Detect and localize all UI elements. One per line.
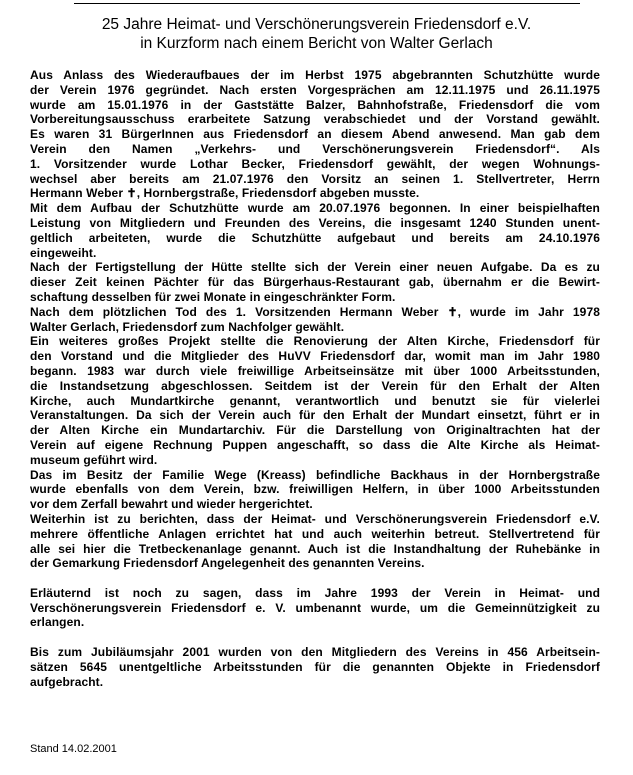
text-line: Leistung von Mitgliedern und Freunden des Vereins, die insgesamt 1240 Stunden unent- — [30, 215, 600, 230]
text-line: die Instandsetzung abgeschlossen. Seitdem ist der Verein für den Erhalt der Alten — [30, 378, 600, 393]
text-line: Verschönerungsverein Friedensdorf e. V. umbenannt wurde, um die Gemeinnützigkeit zu — [30, 600, 600, 615]
text-line: museum geführt wird. — [30, 452, 158, 467]
text-line: 1. Vorsitzender wurde Lothar Becker, Friedensdorf gewählt, der wegen Wohnungs- — [30, 156, 600, 171]
text-line: dieser Zeit keinen Pächter für das Bürgerhaus-Restaurant gab, übernahm er die Bewirt- — [30, 275, 600, 290]
text-line: aufgebracht. — [30, 674, 104, 689]
date-footer: Stand 14.02.2001 — [30, 743, 117, 755]
text-line: Walter Gerlach, Friedensdorf zum Nachfolger gewählt. — [30, 319, 345, 334]
text-line: begann. 1983 war durch viele freiwillige Arbeitseinsätze mit über 1000 Arbeitsstunden, — [30, 363, 600, 378]
page-title: 25 Jahre Heimat- und Verschönerungsverein Friedensdorf e.V. — [101, 16, 532, 33]
text-line: Vorbereitungsausschuss erarbeitete Satzung verabschiedet und der Vorstand gewählt. — [30, 112, 600, 127]
text-line: alle sei hier die Tretbeckenanlage genannt. Auch ist die Instandhaltung der Ruhebänke in — [30, 541, 600, 556]
page-subtitle: in Kurzform nach einem Bericht von Walter Gerlach — [140, 35, 493, 52]
text-line: Aus Anlass des Wiederaufbaues der im Herbst 1975 abgebrannten Schutzhütte wurde — [30, 68, 600, 82]
text-line: eingeweiht. — [30, 245, 97, 260]
text-line: Weiterhin ist zu berichten, dass der Heimat- und Verschönerungsverein Friedensdorf e.V. — [30, 511, 600, 526]
text-line: geltlich arbeiteten, wurde die Schutzhütte aufgebaut und bereits am 24.10.1976 — [30, 230, 600, 245]
text-line: Bis zum Jubiläumsjahr 2001 wurden von den Mitgliedern des Vereins in 456 Arbeitsein- — [30, 645, 600, 660]
text-line: Veranstaltungen. Da sich der Verein auch für den Erhalt der Mundart einsetzt, führt er in — [30, 408, 600, 423]
text-line: Nach der Fertigstellung der Hütte stellte sich der Verein einer neuen Aufgabe. Da es zu — [30, 260, 600, 275]
text-line: der Verein 1976 gegründet. Nach ersten Vorgesprächen am 12.11.1975 und 26.11.1975 — [30, 82, 600, 97]
text-line: der Alten Kirche ein Mundartarchiv. Für die Darstellung von Originaltrachten hat der — [30, 423, 600, 438]
text-line: Nach dem plötzlichen Tod des 1. Vorsitzenden Hermann Weber ✝, wurde im Jahr 1978 — [30, 304, 600, 319]
text-line: wurde am 15.01.1976 in der Gaststätte Balzer, Bahnhofstraße, Friedensdorf die vom — [30, 97, 600, 112]
blank-line — [30, 630, 600, 645]
text-line: erlangen. — [30, 615, 85, 630]
text-line: Verein den Namen „Verkehrs- und Verschönerungsverein Friedensdorf“. Als — [30, 141, 600, 156]
text-line: mehrere öffentliche Anlagen errichtet hat und auch weiterhin betreut. Stellvertretend für — [30, 526, 600, 541]
text-line: Verein auf eigene Rechnung Puppen angeschafft, so dass die Alte Kirche als Heimat- — [30, 437, 600, 452]
text-line: wurde ebenfalls von dem Verein, bzw. freiwilligen Helfern, in über 1000 Arbeitsstunden — [30, 482, 600, 497]
text-line: den Vorstand und die Mitglieder des HuVV Friedensdorf dar, womit man im Jahr 1980 — [30, 349, 600, 364]
text-line: sätzen 5645 unentgeltliche Arbeitsstunden für die genannten Objekte in Friedensdorf — [30, 659, 600, 674]
text-line: Das im Besitz der Familie Wege (Kreass) befindliche Backhaus in der Hornbergstraße — [30, 467, 600, 482]
text-line: vor dem Zerfall bewahrt und wieder hergerichtet. — [30, 497, 313, 512]
text-line: Mit dem Aufbau der Schutzhütte wurde am 20.07.1976 begonnen. In einer beispielhaften — [30, 201, 600, 216]
text-line: wechsel aber bereits am 21.07.1976 den Vorsitz an seinen 1. Stellvertreter, Herrn — [30, 171, 600, 186]
text-line: schaftung desselben für zwei Monate in eingeschränkter Form. — [30, 289, 396, 304]
text-line: Erläuternd ist noch zu sagen, dass im Jahre 1993 der Verein in Heimat- und — [30, 585, 600, 600]
text-line: der Gemarkung Friedensdorf Angelegenheit des genannten Vereins. — [30, 556, 425, 571]
text-line: Es waren 31 BürgerInnen aus Friedensdorf an diesem Abend anwesend. Man gab dem — [30, 127, 600, 142]
blank-line — [30, 571, 600, 586]
text-line: Kirche, auch Mundartkirche genannt, verantwortlich und benutzt sie für vielerlei — [30, 393, 600, 408]
text-line: Hermann Weber ✝, Hornbergstraße, Friedensdorf abgeben musste. — [30, 186, 420, 201]
text-line: Ein weiteres großes Projekt stellte die Renovierung der Alten Kirche, Friedensdorf für — [30, 334, 600, 349]
body-text — [30, 68, 600, 689]
top-rule — [74, 3, 580, 4]
